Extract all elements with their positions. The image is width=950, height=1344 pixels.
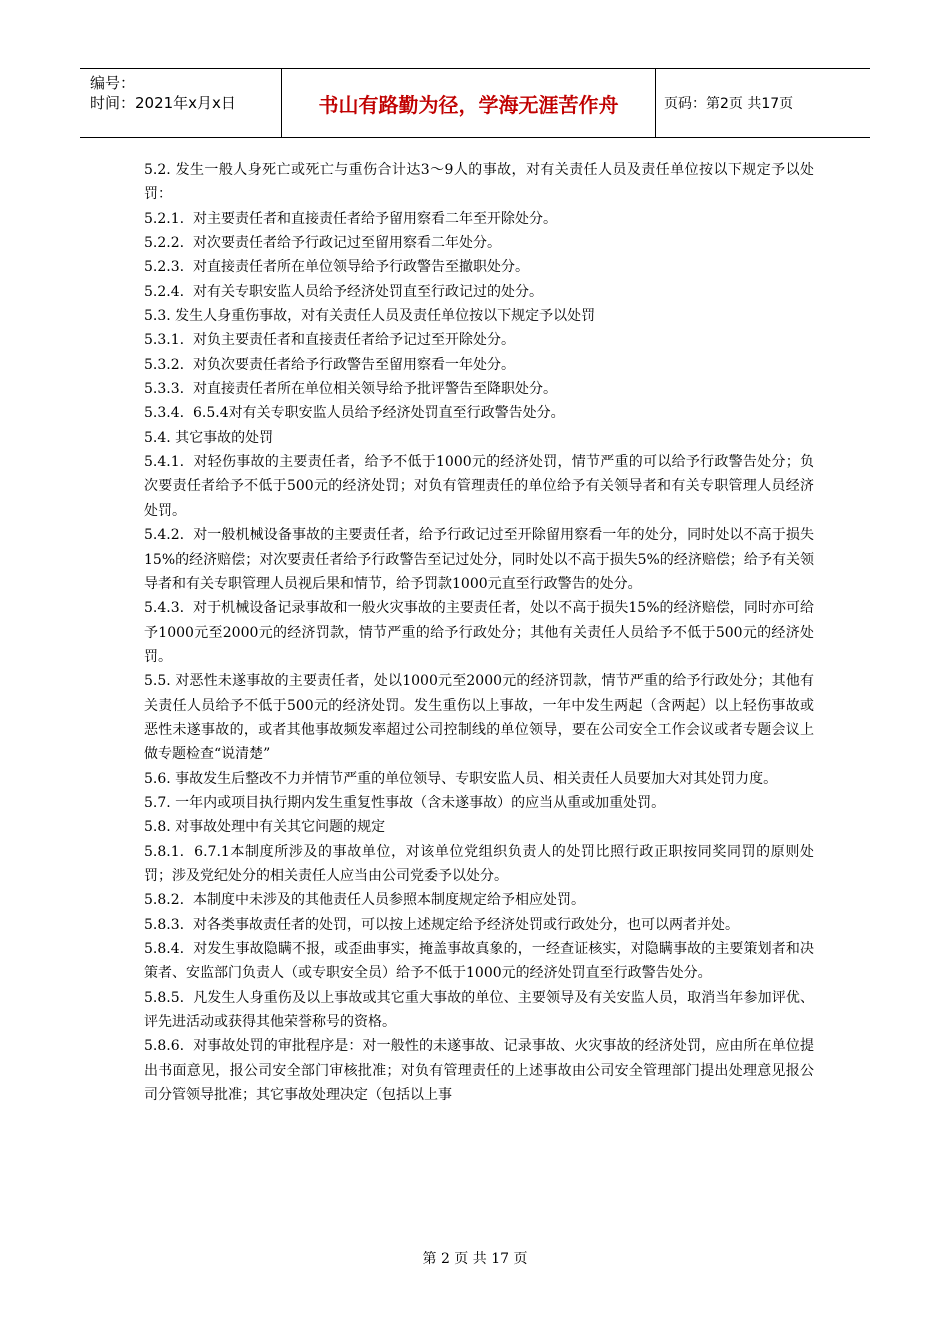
paragraph-5-3-1: 5.3.1. 对负主要责任者和直接责任者给予记过至开除处分。 [144,332,515,349]
header-divider-right [655,69,656,137]
paragraph-5-3: 5.3. 发生人身重伤事故，对有关责任人员及责任单位按以下规定予以处罚 [144,308,596,325]
paragraph-5-2-2: 5.2.2. 对次要责任者给予行政记过至留用察看二年处分。 [144,235,501,252]
paragraph-5-8-4: 5.8.4. 对发生事故隐瞒不报，或歪曲事实，掩盖事故真象的，一经查证核实，对隐瞒事故的主要策划者和决策者、安监部门负责人（或专职安全员）给予不低于1000元的经济处罚直至行政警告处分。 [144,941,814,982]
header-meta [90,73,280,113]
date-label: 时间：2021年x月x日 [90,94,236,112]
paragraph-5-4-2: 5.4.2. 对一般机械设备事故的主要责任者，给予行政记过至开除留用察看一年的处分，同时处以不高于损失15%的经济赔偿；对次要责任者给予行政警告至记过处分，同时处以不高于损失5%的经济赔偿；给予有关领导者和有关专职管理人员视后果和情节，给予罚款1000元直至行政警告的处分。 [144,527,814,592]
paragraph-5-4-1: 5.4.1. 对轻伤事故的主要责任者，给予不低于1000元的经济处罚，情节严重的可以给予行政警告处分；负次要责任者给予不低于500元的经济处罚；对负有管理责任的单位给予有关领导者和有关专职管理人员经济处罚。 [144,454,814,519]
paragraph-5-2-3: 5.2.3. 对直接责任者所在单位领导给予行政警告至撤职处分。 [144,259,529,276]
paragraph-5-8-1: 5.8.1. 6.7.1本制度所涉及的事故单位，对该单位党组织负责人的处罚比照行政正职按同奖同罚的原则处罚；涉及党纪处分的相关责任人应当由公司党委予以处分。 [144,843,814,884]
paragraph-5-4: 5.4. 其它事故的处罚 [144,429,274,446]
paragraph-5-8-2: 5.8.2. 本制度中未涉及的其他责任人员参照本制度规定给予相应处罚。 [144,892,585,909]
paragraph-5-8: 5.8. 对事故处理中有关其它问题的规定 [144,819,386,836]
paragraph-5-3-3: 5.3.3. 对直接责任者所在单位相关领导给予批评警告至降职处分。 [144,381,557,398]
paragraph-5-8-5: 5.8.5. 凡发生人身重伤及以上事故或其它重大事故的单位、主要领导及有关安监人员，取消当年参加评优、评先进活动或获得其他荣誉称号的资格。 [144,989,814,1031]
paragraph-5-2-4: 5.2.4. 对有关专职安监人员给予经济处罚直至行政记过的处分。 [144,283,543,300]
paragraph-5-3-2: 5.3.2. 对负次要责任者给予行政警告至留用察看一年处分。 [144,356,515,373]
document-body [144,158,814,1107]
paragraph-5-7: 5.7. 一年内或项目执行期内发生重复性事故（含未遂事故）的应当从重或加重处罚。 [144,794,666,811]
paragraph-5-5: 5.5. 对恶性未遂事故的主要责任者，处以1000元至2000元的经济罚款，情节严重的给予行政处分；其他有关责任人员给予不低于500元的经济处罚。发生重伤以上事故，一年中发生两起（含两起）以上轻伤事故或恶性未遂事故的，或者其他事故频发率超过公司控制线的单位领导，要在公司安全工作会议或者专题会议上做专题检查“说清楚” [144,673,814,763]
paragraph-5-4-3: 5.4.3. 对于机械设备记录事故和一般火灾事故的主要责任者，处以不高于损失15%的经济赔偿，同时亦可给予1000元至2000元的经济罚款，情节严重的给予行政处分；其他有关责任人员给予不低于500元的经济处罚。 [144,600,814,665]
paragraph-5-8-6: 5.8.6. 对事故处罚的审批程序是：对一般性的未遂事故、记录事故、火灾事故的经济处罚，应由所在单位提出书面意见，报公司安全部门审核批准；对负有管理责任的上述事故由公司安全管理部门提出处理意见报公司分管领导批准；其它事故处理决定（包括以上事 [144,1038,814,1104]
header-page-info: 页码：第2页 共17页 [664,96,794,112]
paragraph-5-3-4: 5.3.4. 6.5.4对有关专职安监人员给予经济处罚直至行政警告处分。 [144,405,565,422]
header-motto: 书山有路勤为径，学海无涯苦作舟 [318,92,619,117]
paragraph-5-8-3: 5.8.3. 对各类事故责任者的处罚，可以按上述规定给予经济处罚或行政处分，也可以两者并处。 [144,916,739,933]
paragraph-5-2-1: 5.2.1. 对主要责任者和直接责任者给予留用察看二年至开除处分。 [144,210,557,227]
page-header [80,68,870,138]
paragraph-5-2: 5.2. 发生一般人身死亡或死亡与重伤合计达3～9人的事故，对有关责任人员及责任单位按以下规定予以处罚： [144,162,814,203]
page-footer: 第 2 页 共 17 页 [422,1251,528,1267]
doc-number-label: 编号： [90,74,136,92]
paragraph-5-6: 5.6. 事故发生后整改不力并情节严重的单位领导、专职安监人员、相关责任人员要加大对其处罚力度。 [144,770,778,787]
